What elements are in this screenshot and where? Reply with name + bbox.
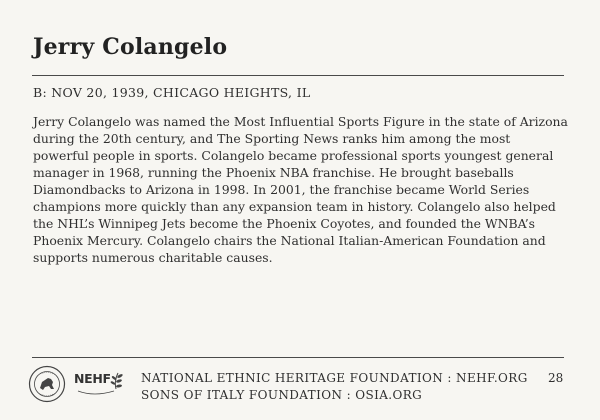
footer-logos xyxy=(28,365,138,405)
nehf-logo xyxy=(74,371,134,401)
footer-org-line-2: SONS OF ITALY FOUNDATION : OSIA.ORG xyxy=(141,388,423,402)
bottom-divider xyxy=(32,357,564,358)
top-divider xyxy=(32,75,564,76)
biography-text: Jerry Colangelo was named the Most Influential Sports Figure in the state of Arizona during the 20th century, and The Sporting News ranks him among the most powerful people in sports. Colangelo became professional sports youngest general manager in 1968, running the Phoenix NBA franchise. He brought baseballs Diamondbacks to Arizona in 1998. In 2001, the franchise became World Series champions more quickly than any expansion team in history. Colangelo also helped the NHL’s Winnipeg Jets become the Phoenix Coyotes, and founded the WNBA’s Phoenix Mercury. Colangelo chairs the National Italian-American Foundation and supports numerous charitable causes. xyxy=(33,114,568,265)
birth-info: B: NOV 20, 1939, CHICAGO HEIGHTS, IL xyxy=(33,85,311,100)
page-number: 28 xyxy=(548,371,564,385)
laurel-icon xyxy=(74,371,134,401)
footer-org-line-1: NATIONAL ETHNIC HERITAGE FOUNDATION : NEHF.ORG xyxy=(141,371,528,385)
nehf-logo-text: NEHF xyxy=(74,371,111,386)
sons-of-italy-seal-icon xyxy=(28,365,66,403)
person-name: Jerry Colangelo xyxy=(33,34,228,60)
